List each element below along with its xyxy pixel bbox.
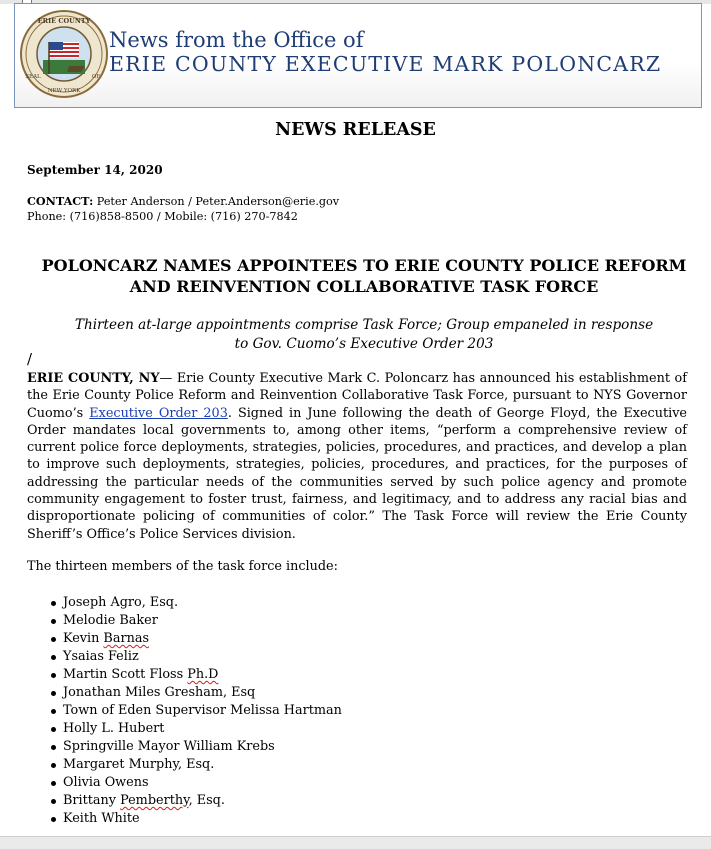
member-name: Town of Eden Supervisor Melissa Hartman bbox=[63, 703, 342, 718]
contact-label: CONTACT: bbox=[27, 194, 94, 208]
spellcheck-flagged-word[interactable]: Barnas bbox=[103, 631, 150, 646]
member-name: Olivia Owens bbox=[63, 775, 149, 790]
member-list-item bbox=[49, 648, 342, 666]
text-cursor-mark: / bbox=[27, 350, 33, 368]
member-name: Margaret Murphy, Esq. bbox=[63, 757, 215, 772]
members-list bbox=[49, 594, 342, 828]
member-list-item bbox=[49, 594, 342, 612]
contact-block bbox=[27, 194, 339, 224]
headline-line2: AND REINVENTION COLLABORATIVE TASK FORCE bbox=[129, 277, 599, 296]
seal-text-bottom: NEW YORK bbox=[47, 88, 81, 94]
body-part1: — Erie County Executive Mark C. Poloncarz has announced his establishment of the Erie County Police Reform and Reinvention Collaborative Task Force, pursuant to NYS Governor Cuomo’s bbox=[27, 371, 687, 421]
subhead-line2: to Gov. Cuomo’s Executive Order 203 bbox=[234, 336, 494, 352]
erie-county-seal-icon bbox=[19, 8, 109, 100]
member-list-item bbox=[49, 630, 342, 648]
contact-line bbox=[27, 194, 339, 210]
member-list-item bbox=[49, 810, 342, 828]
news-release-heading: NEWS RELEASE bbox=[275, 120, 436, 140]
member-name: Martin Scott Floss bbox=[63, 667, 188, 682]
phone-line: Phone: (716)858-8500 / Mobile: (716) 270-7842 bbox=[27, 209, 298, 223]
member-list-item bbox=[49, 792, 342, 810]
body-part2: . Signed in June following the death of George Floyd, the Executive Order mandates local governments to, among other items, “perform a comprehensive review of current police force deployments, strategies, policies, procedures, and practices, and develop a plan to improve such deployments, strategies, policies, procedures, and practices, for the purposes of addressing the particular needs of the communities served by such police agency and promote community engagement to foster trust, fairness, and legitimacy, and to address any racial bias and disproportionate policing of communities of color.” The Task Force will review the Erie County Sheriff’s Office’s Police Services division. bbox=[27, 405, 687, 542]
headline bbox=[27, 255, 701, 297]
banner-title-line2: ERIE COUNTY EXECUTIVE MARK POLONCARZ bbox=[109, 52, 662, 76]
body-paragraph bbox=[27, 370, 687, 543]
seal-text-left: SEAL bbox=[25, 74, 41, 80]
member-list-item bbox=[49, 738, 342, 756]
executive-order-link[interactable]: Executive Order 203 bbox=[89, 405, 228, 421]
member-name: Keith White bbox=[63, 811, 140, 826]
headline-line1: POLONCARZ NAMES APPOINTEES TO ERIE COUNTY POLICE REFORM bbox=[41, 256, 687, 275]
seal-text-right: OF bbox=[91, 74, 101, 80]
member-name: Kevin bbox=[63, 631, 104, 646]
member-name: Joseph Agro, Esq. bbox=[63, 595, 179, 610]
member-name: Brittany bbox=[63, 793, 121, 808]
press-banner bbox=[14, 3, 702, 108]
subheadline bbox=[27, 316, 701, 354]
banner-title-line1: News from the Office of bbox=[109, 28, 364, 52]
window-bottom-bar bbox=[0, 836, 711, 849]
member-list-item bbox=[49, 666, 342, 684]
seal-text-top: ERIE COUNTY bbox=[37, 17, 91, 25]
member-list-item bbox=[49, 612, 342, 630]
member-list-item bbox=[49, 774, 342, 792]
member-name-suffix: , Esq. bbox=[188, 793, 225, 808]
member-list-item bbox=[49, 702, 342, 720]
release-date: September 14, 2020 bbox=[27, 163, 163, 177]
subhead-line1: Thirteen at-large appointments comprise Task Force; Group empaneled in response bbox=[74, 317, 654, 333]
contact-value: Peter Anderson / Peter.Anderson@erie.gov bbox=[93, 195, 340, 208]
member-list-item bbox=[49, 684, 342, 702]
member-name: Springville Mayor William Krebs bbox=[63, 739, 275, 754]
member-name: Melodie Baker bbox=[63, 613, 158, 628]
member-name: Jonathan Miles Gresham, Esq bbox=[63, 685, 256, 700]
member-name: Ysaias Feliz bbox=[63, 649, 139, 664]
member-list-item bbox=[49, 756, 342, 774]
spellcheck-flagged-word[interactable]: Ph.D bbox=[187, 667, 219, 682]
member-name: Holly L. Hubert bbox=[63, 721, 165, 736]
members-intro: The thirteen members of the task force include: bbox=[27, 559, 338, 574]
member-list-item bbox=[49, 720, 342, 738]
spellcheck-flagged-word[interactable]: Pemberthy bbox=[120, 793, 189, 808]
dateline: ERIE COUNTY, NY bbox=[27, 371, 160, 386]
